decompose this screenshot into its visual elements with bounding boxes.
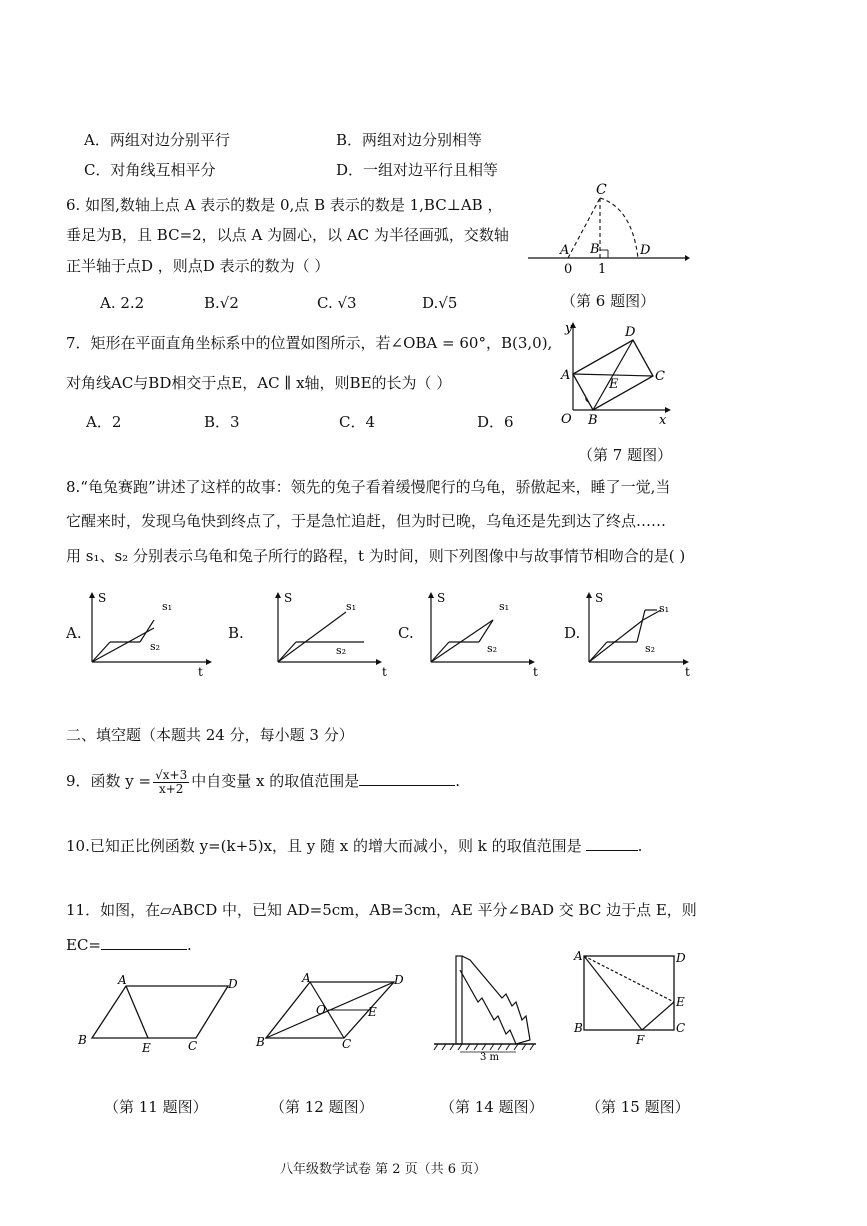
fig12-label-b: B	[256, 1035, 265, 1049]
q5-option-a: A．两组对边分别平行	[84, 131, 230, 149]
fig15-label-b: B	[574, 1021, 583, 1035]
fig14-distance-label: 3 m	[480, 1052, 500, 1063]
q11-line2	[66, 935, 192, 954]
fig15-label-d: D	[676, 951, 686, 965]
fig11-label-c: C	[188, 1039, 198, 1053]
q7-label-e: E	[609, 377, 619, 392]
q7-line2: 对角线AC与BD相交于点E，AC ∥ x轴，则BE的长为（ ）	[66, 374, 452, 392]
q9-fraction	[153, 769, 189, 796]
q8-graph-b-s2: s₂	[336, 644, 347, 657]
q8-graph-c-s: S	[437, 591, 446, 605]
q8-graph-a	[88, 590, 218, 680]
fig15-label-c: C	[676, 1021, 686, 1035]
q8-graph-b-label: B.	[228, 624, 244, 642]
q8-graph-b-s: S	[284, 591, 293, 605]
section2-title: 二、填空题（本题共 24 分，每小题 3 分）	[66, 726, 354, 744]
q8-graph-b-s1: s₁	[346, 600, 357, 613]
q6-figure	[520, 178, 690, 278]
q8-graph-a-label: A.	[66, 624, 82, 642]
q8-graph-d-s: S	[595, 591, 604, 605]
q7-line1: 7．矩形在平面直角坐标系中的位置如图所示，若∠OBA = 60°，B(3,0),	[66, 334, 553, 352]
q6-line3: 正半轴于点D ，则点D 表示的数为（ ）	[66, 257, 330, 275]
fig15-caption: （第 15 题图）	[586, 1098, 690, 1116]
fig12-caption: （第 12 题图）	[270, 1098, 374, 1116]
q7-label-x: x	[659, 413, 667, 428]
q6-option-a: A. 2.2	[100, 294, 145, 312]
q10-text: 10.已知正比例函数 y=(k+5)x，且 y 随 x 的增大而减小，则 k 的取值范围是	[66, 837, 582, 855]
q6-label-d: D	[640, 243, 651, 258]
fig11-label-b: B	[78, 1033, 87, 1047]
q9	[66, 764, 460, 798]
q8-graph-d	[585, 590, 715, 680]
q8-line3: 用 s₁、s₂ 分别表示乌龟和兔子所行的路程，t 为时间，则下列图像中与故事情节相吻合的是( )	[66, 547, 686, 565]
q9-prefix: 9．函数 y =	[66, 772, 152, 790]
q7-caption: （第 7 题图）	[578, 446, 673, 464]
fig15-label-e: E	[676, 995, 685, 1009]
q8-graph-d-label: D.	[564, 624, 581, 642]
q10-answer-blank[interactable]	[586, 836, 638, 851]
q6-line1: 6. 如图,数轴上点 A 表示的数是 0,点 B 表示的数是 1,BC⊥AB ，	[66, 196, 503, 214]
q6-label-a: A	[560, 243, 570, 258]
fig15-label-f: F	[636, 1033, 645, 1047]
q11-answer-blank[interactable]	[101, 935, 187, 950]
fig15-label-a: A	[574, 949, 583, 963]
q7-label-b: B	[588, 413, 598, 428]
q8-graph-a-s: S	[98, 591, 107, 605]
q6-option-d: D.√5	[422, 294, 458, 312]
fig11-label-e: E	[142, 1041, 151, 1055]
q8-graph-a-t: t	[198, 665, 203, 679]
q6-label-b: B	[590, 242, 600, 257]
fig11	[74, 970, 244, 1060]
fig12-label-o: O	[316, 1003, 326, 1017]
fig14-caption: （第 14 题图）	[440, 1098, 544, 1116]
q11-ec: EC=	[66, 936, 101, 954]
q8-graph-c	[427, 590, 557, 680]
fig11-label-a: A	[118, 973, 127, 987]
q5-option-b: B．两组对边分别相等	[336, 131, 483, 149]
q6-option-b: B.√2	[204, 294, 239, 312]
q9-suffix: 中自变量 x 的取值范围是	[191, 772, 360, 790]
q6-label-zero: 0	[564, 262, 573, 277]
q8-graph-a-s1: s₁	[162, 600, 173, 613]
q8-graph-c-s1: s₁	[499, 600, 510, 613]
q9-end: .	[455, 772, 461, 790]
q8-graph-d-t: t	[685, 665, 690, 679]
q7-label-a: A	[561, 368, 571, 383]
q8-graph-d-s1: s₁	[659, 602, 670, 615]
q11-end: .	[187, 936, 192, 954]
fig11-label-d: D	[228, 977, 238, 991]
q8-line1: 8.“龟兔赛跑”讲述了这样的故事：领先的兔子看着缓慢爬行的乌龟，骄傲起来，睡了一觉,当	[66, 478, 671, 496]
fig12-label-c: C	[342, 1037, 352, 1051]
q5-option-c: C．对角线互相平分	[84, 161, 216, 179]
q8-graph-a-s2: s₂	[150, 640, 161, 653]
fig11-caption: （第 11 题图）	[104, 1098, 208, 1116]
q8-line2: 它醒来时，发现乌龟快到终点了，于是急忙追赶，但为时已晚，乌龟还是先到达了终点……	[66, 512, 667, 530]
q7-label-d: D	[625, 325, 636, 340]
q8-graph-d-s2: s₂	[645, 642, 656, 655]
fig12-label-a: A	[302, 971, 311, 985]
q10-end: .	[637, 837, 643, 855]
q6-option-c: C. √3	[317, 294, 357, 312]
q7-label-c: C	[655, 369, 665, 384]
q8-graph-b	[274, 590, 404, 680]
q8-graph-b-t: t	[382, 665, 387, 679]
q6-line2: 垂足为B，且 BC=2，以点 A 为圆心，以 AC 为半径画弧，交数轴	[66, 226, 509, 244]
q9-answer-blank[interactable]	[359, 771, 455, 786]
fig15	[570, 946, 690, 1046]
fig12	[256, 970, 416, 1060]
q11-line1: 11．如图，在▱ABCD 中，已知 AD=5cm，AB=3cm，AE 平分∠BAD 交 BC 边于点 E，则	[66, 901, 697, 919]
q8-graph-c-s2: s₂	[487, 642, 498, 655]
q8-graph-c-label: C.	[398, 624, 414, 642]
q7-option-b: B．3	[204, 413, 240, 431]
q7-figure	[555, 318, 675, 430]
q7-option-d: D．6	[477, 413, 514, 431]
q10	[66, 836, 642, 855]
q7-option-a: A．2	[86, 413, 122, 431]
q5-option-d: D．一组对边平行且相等	[336, 161, 499, 179]
q9-numerator: √x+3	[155, 767, 188, 782]
fig14	[430, 950, 540, 1062]
q7-label-o: O	[561, 412, 572, 427]
q9-denominator: x+2	[158, 781, 184, 796]
fig12-label-e: E	[368, 1005, 377, 1019]
q6-caption: （第 6 题图）	[561, 292, 656, 310]
page-footer: 八年级数学试卷 第 2 页（共 6 页）	[280, 1162, 487, 1177]
q7-label-y: y	[565, 321, 573, 336]
q6-label-c: C	[596, 182, 607, 198]
q8-graph-c-t: t	[533, 665, 538, 679]
fig12-label-d: D	[394, 973, 404, 987]
q7-option-c: C．4	[339, 413, 376, 431]
q6-label-one: 1	[598, 262, 607, 277]
